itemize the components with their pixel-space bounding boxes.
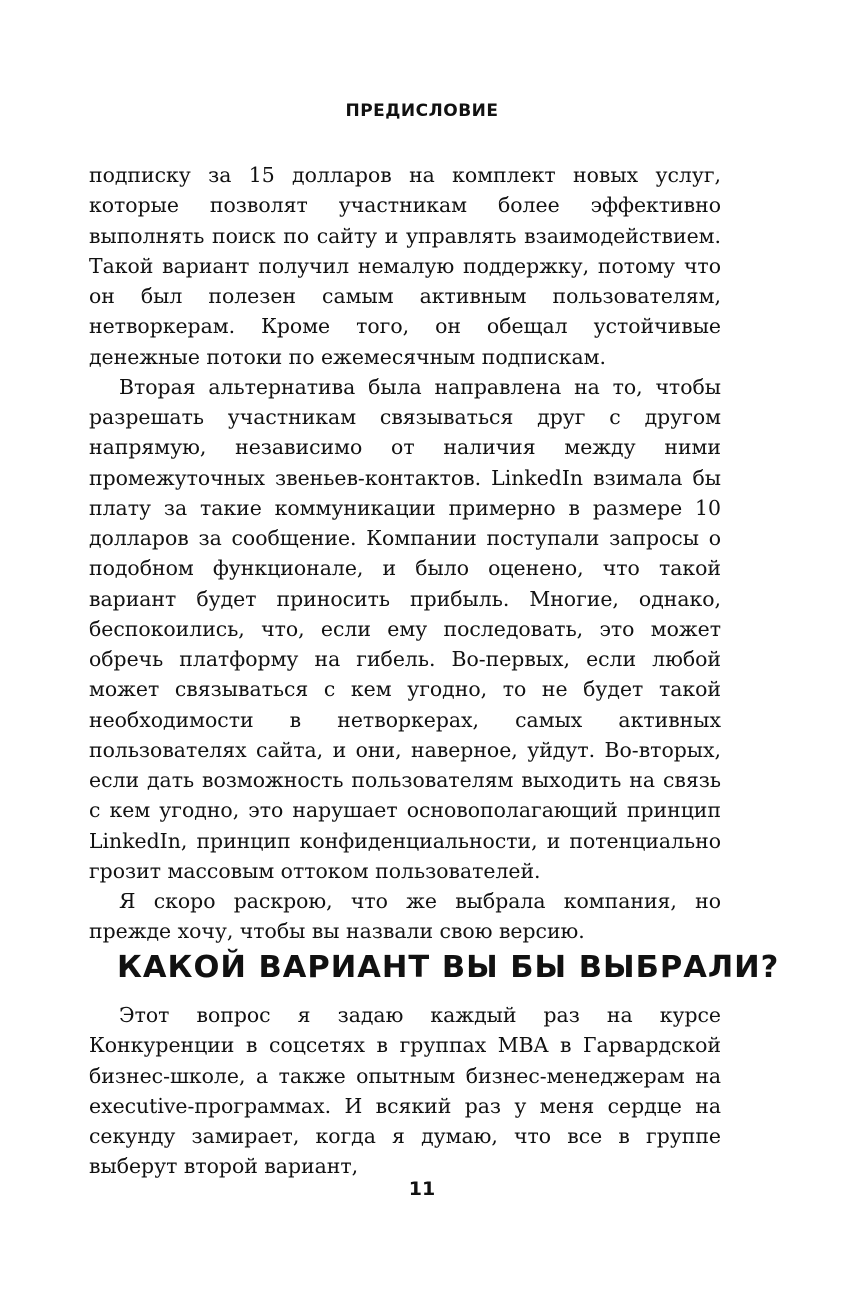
running-head: ПРЕДИСЛОВИЕ	[345, 101, 499, 121]
text-block-after-heading	[89, 1000, 721, 1182]
paragraph: Этот вопрос я задаю каждый раз на курсе Конкуренции в соцсетях в группах MBA в Гарвардской бизнес-школе, а также опытным бизнес-менеджерам на executive-программах. И всякий раз у меня сердце на секунду замирает, когда я думаю, что все в группе выберут второй вариант,	[89, 1003, 721, 1179]
page-number: 11	[408, 1178, 436, 1200]
paragraph: подписку за 15 долларов на комплект новых услуг, которые позволят участникам более эффективно выполнять поиск по сайту и управлять взаимодействием. Такой вариант получил немалую поддержку, потому что он был полезен самым активным пользователям, нетворкерам. Кроме того, он обещал устойчивые денежные потоки по ежемесячным подпискам.	[89, 163, 721, 369]
paragraph: Вторая альтернатива была направлена на то, чтобы разрешать участникам связываться друг с другом напрямую, независимо от наличия между ними промежуточных звеньев-контактов. LinkedIn взимала бы плату за такие коммуникации примерно в размере 10 долларов за сообщение. Компании поступали запросы о подобном функционале, и было оценено, что такой вариант будет приносить прибыль. Многие, однако, беспокоились, что, если ему последовать, это может обречь платформу на гибель. Во-первых, если любой может связываться с кем угодно, то не будет такой необходимости в нетворкерах, самых активных пользователях сайта, и они, наверное, уйдут. Во-вторых, если дать возможность пользователям выходить на связь с кем угодно, это нарушает основополагающий принцип LinkedIn, принцип конфиденциальности, и потенциально грозит массовым оттоком пользователей.	[89, 374, 721, 883]
paragraph: Я скоро раскрою, что же выбрала компания, но прежде хочу, чтобы вы назвали свою версию.	[89, 889, 721, 944]
section-heading: КАКОЙ ВАРИАНТ ВЫ БЫ ВЫБРАЛИ?	[117, 950, 780, 985]
text-block-before-heading	[89, 160, 721, 947]
